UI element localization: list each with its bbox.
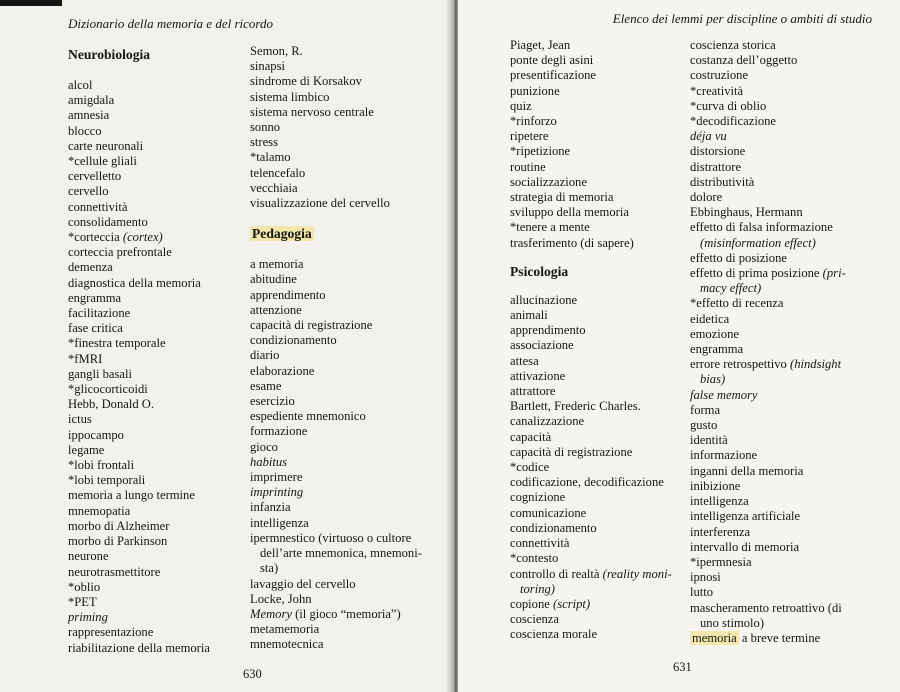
index-entry: distorsione — [690, 144, 746, 159]
index-entry: alcol — [68, 78, 93, 92]
index-entry: presentificazione — [510, 68, 597, 83]
index-entry: gangli basali — [68, 366, 133, 381]
index-entry: costruzione — [690, 68, 749, 83]
index-entry: ictus — [68, 412, 92, 427]
index-entry: ponte degli asini — [510, 53, 594, 68]
index-entry: codificazione, decodificazione — [510, 475, 664, 490]
index-entry: copione (script) — [510, 596, 591, 611]
left-column-1 — [68, 46, 243, 656]
index-entry: connettività — [510, 536, 570, 551]
index-entry: attesa — [510, 353, 539, 368]
index-entry: *curva di oblio — [690, 98, 767, 113]
index-entry: sta) — [260, 561, 279, 576]
right-column-1 — [510, 38, 690, 643]
index-entry: corteccia prefrontale — [68, 245, 172, 260]
index-entry: emozione — [690, 326, 739, 341]
index-entry: stress — [250, 135, 278, 150]
index-entry: Semon, R. — [250, 44, 303, 58]
index-entry: dolore — [690, 190, 723, 205]
index-entry: gusto — [690, 418, 718, 433]
index-entry: sistema limbico — [250, 89, 330, 104]
index-entry: coscienza storica — [690, 38, 776, 52]
index-entry: *cellule gliali — [68, 154, 137, 169]
index-entry: esame — [250, 378, 282, 393]
index-entry: Piaget, Jean — [510, 38, 571, 52]
index-entry: ippocampo — [68, 427, 124, 442]
index-entry: fase critica — [68, 321, 123, 336]
index-entry: *corteccia (cortex) — [68, 230, 163, 245]
index-entry: ipermnestico (virtuoso o cultore — [250, 530, 412, 545]
index-entry: connettività — [68, 199, 128, 214]
index-entry: *contesto — [510, 551, 559, 566]
index-entry: intervallo di memoria — [690, 539, 800, 554]
index-entry: diagnostica della memoria — [68, 275, 201, 290]
index-entry: *decodificazione — [690, 114, 777, 129]
index-entry: imprinting — [250, 485, 304, 500]
index-entry: memoria a lungo termine — [68, 488, 195, 503]
index-entry: allucinazione — [510, 292, 578, 307]
index-entry: *ipermnesia — [690, 554, 752, 569]
index-entry: sistema nervoso centrale — [250, 104, 374, 119]
index-entry: déja vu — [690, 129, 727, 144]
index-entry: intelligenza artificiale — [690, 509, 801, 524]
index-entry: apprendimento — [250, 287, 326, 302]
index-entry: engramma — [68, 290, 122, 305]
heading-neurobiologia: Neurobiologia — [68, 47, 151, 62]
index-entry: esercizio — [250, 394, 295, 409]
index-entry: *finestra temporale — [68, 336, 166, 351]
index-entry: visualizzazione del cervello — [250, 196, 390, 211]
index-entry: associazione — [510, 338, 574, 353]
entry-list-pedagogia-cont — [510, 38, 690, 251]
index-entry: intelligenza — [690, 494, 749, 509]
index-entry: *creatività — [690, 83, 744, 98]
index-entry: attivazione — [510, 368, 566, 383]
index-entry: routine — [510, 159, 546, 174]
index-entry: controllo di realtà (reality moni- — [510, 566, 672, 581]
index-entry: amigdala — [68, 93, 115, 108]
index-entry: (misinformation effect) — [700, 235, 816, 250]
index-entry: telencefalo — [250, 165, 306, 180]
index-entry: Hebb, Donald O. — [68, 397, 155, 412]
index-entry: neurone — [68, 549, 109, 564]
index-entry: demenza — [68, 260, 113, 275]
index-entry: sindrome di Korsakov — [250, 74, 362, 89]
index-entry: vecchiaia — [250, 180, 298, 195]
index-entry: gioco — [250, 439, 278, 454]
index-entry: *codice — [510, 460, 550, 475]
index-entry: lavaggio del cervello — [250, 576, 356, 591]
entry-list-pedagogia — [250, 257, 450, 652]
entry-list-neurobiologia-cont — [250, 44, 450, 211]
index-entry: *effetto di recenza — [690, 296, 784, 311]
index-entry: uno stimolo) — [700, 615, 765, 630]
index-entry: comunicazione — [510, 505, 587, 520]
index-entry: cervello — [68, 184, 109, 199]
index-entry: espediente mnemonico — [250, 409, 366, 424]
index-entry: apprendimento — [510, 323, 586, 338]
index-entry: legame — [68, 442, 105, 457]
index-entry: morbo di Parkinson — [68, 534, 168, 549]
index-entry: carte neuronali — [68, 138, 144, 153]
index-entry: trasferimento (di sapere) — [510, 235, 634, 250]
index-entry: Bartlett, Frederic Charles. — [510, 399, 641, 414]
dark-corner-mark — [0, 0, 62, 6]
index-entry: condizionamento — [510, 520, 597, 535]
index-entry: engramma — [690, 342, 744, 357]
index-entry: morbo di Alzheimer — [68, 518, 170, 533]
index-entry: a memoria — [250, 257, 304, 272]
right-page-number: 631 — [673, 660, 692, 674]
index-entry: effetto di posizione — [690, 250, 787, 265]
index-entry: capacità di registrazione — [250, 318, 373, 333]
index-entry: sinapsi — [250, 59, 285, 74]
index-entry: sonno — [250, 120, 281, 135]
index-entry: mnemotecnica — [250, 637, 324, 652]
index-entry: cervelletto — [68, 169, 122, 184]
index-entry: attenzione — [250, 302, 302, 317]
index-entry: errore retrospettivo (hindsight — [690, 357, 842, 372]
index-entry: sviluppo della memoria — [510, 205, 629, 220]
index-entry: *fMRI — [68, 351, 103, 366]
index-entry: ripetere — [510, 129, 549, 144]
index-entry: blocco — [68, 123, 102, 138]
index-entry: coscienza — [510, 612, 559, 627]
entry-list-neurobiologia — [68, 78, 243, 656]
index-entry: canalizzazione — [510, 414, 585, 429]
index-entry: dell’arte mnemonica, mnemoni- — [260, 546, 422, 561]
index-entry: distributività — [690, 174, 755, 189]
index-entry: cognizione — [510, 490, 566, 505]
index-entry: distrattore — [690, 159, 742, 174]
index-entry: forma — [690, 402, 721, 417]
index-entry: identità — [690, 433, 728, 448]
index-entry: *oblio — [68, 579, 101, 594]
index-entry: priming — [68, 610, 108, 625]
left-running-head: Dizionario della memoria e del ricordo — [68, 16, 273, 31]
index-entry: punizione — [510, 83, 560, 98]
index-entry: amnesia — [68, 108, 110, 123]
index-entry: infanzia — [250, 500, 291, 515]
index-entry: formazione — [250, 424, 308, 439]
index-entry: eidetica — [690, 311, 730, 326]
index-entry: *lobi temporali — [68, 473, 146, 488]
index-entry: socializzazione — [510, 174, 587, 189]
right-page — [458, 0, 900, 692]
heading-pedagogia — [250, 225, 450, 243]
index-entry: informazione — [690, 448, 758, 463]
left-column-2 — [250, 44, 450, 653]
index-entry: *rinforzo — [510, 114, 557, 129]
right-running-head: Elenco dei lemmi per discipline o ambiti di studio — [612, 11, 872, 26]
index-entry: attrattore — [510, 384, 556, 399]
index-entry: coscienza morale — [510, 627, 598, 642]
index-entry: quiz — [510, 98, 532, 113]
index-entry: effetto di prima posizione (pri- — [690, 266, 846, 281]
entry-list-psicologia-cont — [690, 38, 895, 646]
index-entry: Memory (il gioco “memoria”) — [250, 606, 401, 621]
index-entry: lutto — [690, 585, 714, 600]
index-entry: mascheramento retroattivo (di — [690, 600, 842, 615]
index-entry: bias) — [700, 372, 726, 387]
index-entry: inganni della memoria — [690, 463, 804, 478]
index-entry: ipnosi — [690, 570, 721, 585]
index-entry: *talamo — [250, 150, 291, 165]
index-entry: metamemoria — [250, 622, 320, 637]
index-entry: macy effect) — [700, 281, 762, 296]
index-entry: Locke, John — [250, 591, 312, 606]
index-entry: costanza dell’oggetto — [690, 53, 798, 68]
index-entry: effetto di falsa informazione — [690, 220, 833, 235]
index-entry: neurotrasmettitore — [68, 564, 161, 579]
index-entry: Ebbinghaus, Hermann — [690, 205, 803, 220]
index-entry: memoria a breve termine — [692, 630, 821, 645]
index-entry: inibizione — [690, 478, 741, 493]
index-entry: animali — [510, 308, 548, 323]
index-entry: diario — [250, 348, 280, 363]
index-entry: false memory — [690, 387, 758, 402]
entry-list-psicologia — [510, 293, 690, 643]
index-entry: condizionamento — [250, 333, 337, 348]
index-entry: *lobi frontali — [68, 458, 135, 473]
index-entry: capacità di registrazione — [510, 444, 633, 459]
index-entry: abitudine — [250, 272, 297, 287]
index-entry: intelligenza — [250, 515, 309, 530]
index-entry: toring) — [520, 581, 555, 596]
index-entry: mnemopatia — [68, 503, 131, 518]
index-entry: *glicocorticoidi — [68, 382, 148, 397]
index-entry: facilitazione — [68, 306, 131, 321]
index-entry: habitus — [250, 454, 288, 469]
index-entry: *tenere a mente — [510, 220, 590, 235]
index-entry: consolidamento — [68, 214, 148, 229]
left-page-number: 630 — [243, 667, 262, 681]
heading-psicologia: Psicologia — [510, 263, 569, 279]
heading-pedagogia-text: Pedagogia — [252, 226, 312, 242]
index-entry: elaborazione — [250, 363, 315, 378]
index-entry: interferenza — [690, 524, 751, 539]
index-entry: strategia di memoria — [510, 190, 614, 205]
right-column-2 — [690, 38, 895, 646]
index-entry: rappresentazione — [68, 625, 154, 640]
index-entry: riabilitazione della memoria — [68, 640, 210, 655]
index-entry: capacità — [510, 429, 552, 444]
index-entry: imprimere — [250, 470, 303, 485]
index-entry: *ripetizione — [510, 144, 571, 159]
index-entry: *PET — [68, 594, 97, 609]
